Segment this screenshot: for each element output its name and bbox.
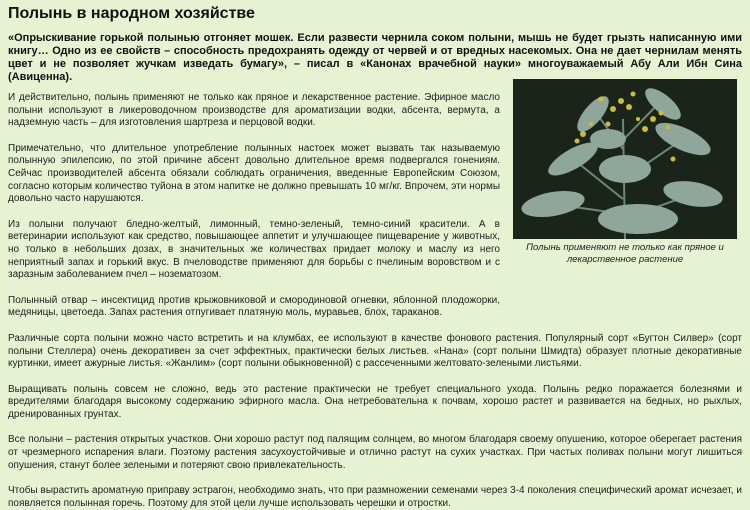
- paragraph-5: Различные сорта полыни можно часто встретить и на клумбах, ее используют в качестве фонового растения. Популярный сорт «Бугтон Силвер» (сорт полыни Стеллера) очень декоративен за счет эффектных, практически белых листьев. «Нана» (сорт полыни Шмидта) образует плотные декоративные куртинки, имеет ажурные листья. «Жанлим» (сорт полыни обыкновенной) с рассеченными желтовато-зелеными листьями.: [8, 332, 742, 370]
- paragraph-4: Полынный отвар – инсектицид против крыжовниковой и смородиновой огневки, яблонной плодожорки, медяницы, цветоеда. Запах растения отпугивает платяную моль, муравьев, блох, тараканов.: [8, 294, 500, 319]
- figure: [513, 79, 737, 266]
- article-title: Полынь в народном хозяйстве: [8, 5, 255, 22]
- paragraph-1: И действительно, полынь применяют не только как пряное и лекарственное растение. Эфирное масло полыни используют в ликероводочном производстве для ароматизации водки, абсента, вермута, а надземную часть – для изготовления шартреза и перцовой водки.: [8, 92, 500, 129]
- figure-caption: Полынь применяют не только как пряное и лекарственное растение: [526, 242, 724, 265]
- paragraph-8: Чтобы вырастить ароматную приправу эстрагон, необходимо знать, что при размножении семенами через 3-4 поколения специфический аромат исчезает, и появляется полынная горечь. Поэтому для этой цели лучше использовать черешки и отростки.: [8, 485, 742, 509]
- wormwood-photo: [513, 79, 737, 239]
- paragraph-3: Из полыни получают бледно-желтый, лимонный, темно-зеленый, темно-синий красители. А в ветеринарии используют как средство, повышающее аппетит и улучшающее пищеварение у животных, но только в небольших дозах, в значительных же количествах придает молоку и маслу из него неприятный запах и горький вкус. В пчеловодстве применяют для борьбы с пчелиным воровством и с заразным заболеванием пчел – нозематозом.: [8, 218, 500, 281]
- paragraph-2: Примечательно, что длительное употребление полынных настоек может вызвать так называемую полынную эпилепсию, по этой причине абсент довольно длительное время подвергался гонениям. Сейчас производителей абсента обязали соблюдать ограничения, введенные Европейским Союзом, согласно которым количество туйона в этом напитке не должно превышать 10 мг/кг. Впрочем, эти нормы довольно часто нарушаются.: [8, 142, 500, 205]
- paragraph-6: Выращивать полынь совсем не сложно, ведь это растение практически не требует специального ухода. Полынь редко поражается болезнями и вредителями благодаря высокому содержанию эфирного масла. Она нетребовательна к почвам, хорошо растет и развивается на бедных, но рыхлых, дренированных грунтах.: [8, 383, 742, 420]
- paragraph-7: Все полыни – растения открытых участков. Они хорошо растут под палящим солнцем, во многом благодаря своему опушению, которое оберегает растения от чрезмерного испарения влаги. Поэтому растения засухоустойчивые и отлично растут на сухих участках. При частых поливах полыни могут лишиться опушения, станут более зелеными и потеряют свою привлекательность.: [8, 434, 742, 471]
- lead-quote: «Опрыскивание горькой полынью отгоняет мошек. Если развести чернила соком полыни, мышь не будет грызть написанную ими книгу… Одно из ее свойств – способность предохранять одежду от червей и от вредных насекомых. Она не дает чернилам менять цвет и не позволяет жучкам изведать бумагу», – писал в «Канонах врачебной науки» многоуважаемый Абу Али Ибн Сина (Авиценна).: [8, 32, 742, 83]
